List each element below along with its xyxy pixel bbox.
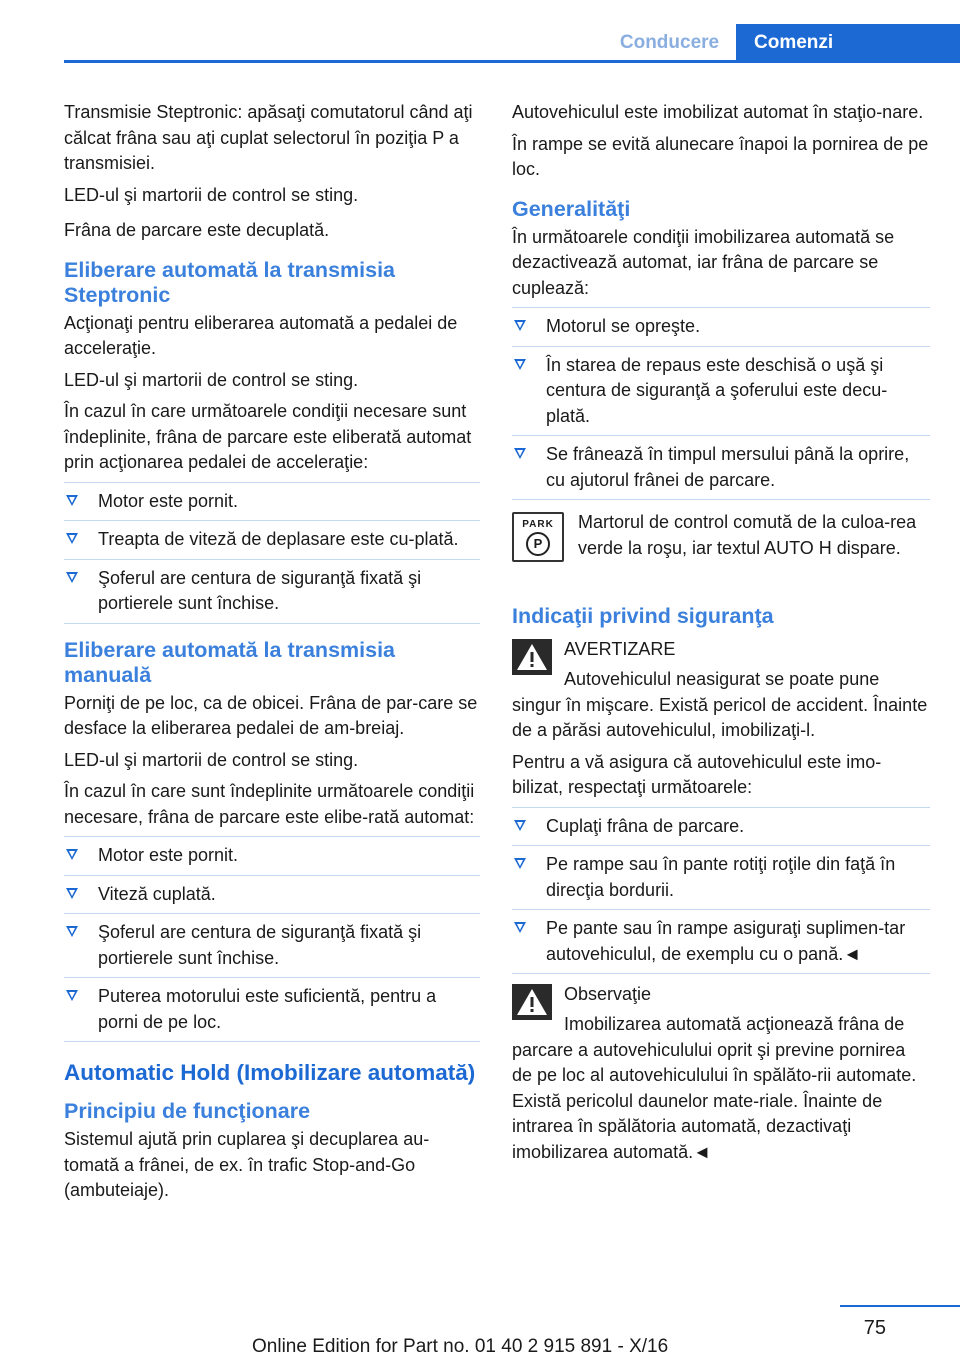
list-item: Motor este pornit.	[64, 837, 480, 876]
paragraph: În rampe se evită alunecare înapoi la pornirea de pe loc.	[512, 133, 929, 179]
heading-principle: Principiu de funcţionare	[64, 1099, 311, 1123]
bullet-triangle-icon	[514, 320, 526, 331]
paragraph: În următoarele condiţii imobilizarea automată se dezactivează automat, iar frâna de parcare se cuplează:	[512, 226, 895, 298]
page-number: 75	[863, 1317, 886, 1339]
bullet-triangle-icon	[66, 849, 78, 860]
condition-list	[64, 836, 480, 1042]
right-column	[512, 100, 930, 1171]
list-item: Motor este pornit.	[64, 483, 480, 522]
warning-triangle-icon	[512, 639, 552, 675]
bullet-triangle-icon	[514, 448, 526, 459]
park-indicator-note	[512, 510, 930, 590]
note-title: Observaţie	[564, 984, 652, 1004]
paragraph: Pentru a vă asigura că autovehiculul este imo-bilizat, respectaţi următoarele:	[512, 751, 882, 797]
list-item: Cuplaţi frâna de parcare.	[512, 808, 930, 847]
list-item: Motorul se opreşte.	[512, 308, 930, 347]
warning-block	[512, 637, 930, 744]
park-brake-icon: PARK P	[512, 512, 564, 562]
paragraph: În cazul în care sunt îndeplinite următoarele condiţii necesare, frâna de parcare este elibe-rată automat:	[64, 781, 475, 827]
list-item: Treapta de viteză de deplasare este cu-plată.	[64, 521, 480, 560]
list-item: Viteză cuplată.	[64, 876, 480, 915]
condition-list	[512, 307, 930, 500]
header-divider	[64, 60, 960, 63]
list-item: Pe pante sau în rampe asiguraţi suplimen-tar autovehiculul, de exemplu cu o pană.◄	[512, 910, 930, 974]
heading-steptronic-release: Eliberare automată la transmisia Steptronic	[64, 257, 396, 307]
note-block	[512, 982, 930, 1165]
note-triangle-icon	[512, 984, 552, 1020]
paragraph: Transmisie Steptronic: apăsaţi comutatorul când aţi călcat frâna sau aţi cuplat selectorul în poziţia P a transmisiei.	[64, 102, 473, 173]
condition-list	[512, 807, 930, 975]
heading-manual-release: Eliberare automată la transmisia manuală	[64, 637, 396, 687]
warning-text: Autovehiculul neasigurat se poate pune singur în mişcare. Există pericol de accident. Înainte de a părăsi autovehiculul, imobilizaţi-l.	[512, 669, 928, 740]
paragraph: Sistemul ajută prin cuplarea şi decuplarea au-tomată a frânei, de ex. în trafic Stop-and-Go (ambuteiaje).	[64, 1129, 430, 1200]
tab-section: Comenzi	[736, 24, 960, 62]
paragraph: Acţionaţi pentru eliberarea automată a pedalei de acceleraţie.	[64, 312, 458, 358]
list-item: Pe rampe sau în pante rotiţi roţile din faţă în direcţia bordurii.	[512, 846, 930, 910]
paragraph: Martorul de control comută de la culoa-rea verde la roşu, iar textul AUTO H dispare.	[578, 512, 917, 558]
paragraph: LED-ul şi martorii de control se sting.	[64, 749, 359, 770]
list-item: În starea de repaus este deschisă o uşă şi centura de siguranţă a şoferului este decu-plată.	[512, 347, 930, 437]
left-column	[64, 100, 480, 1210]
warning-title: AVERTIZARE	[564, 639, 676, 659]
paragraph: Porniţi de pe loc, ca de obicei. Frâna de par-care se desface la eliberarea pedalei de am-breiaj.	[64, 692, 478, 738]
list-item: Puterea motorului este suficientă, pentru a porni de pe loc.	[64, 978, 480, 1042]
heading-safety: Indicaţii privind siguranţa	[512, 604, 774, 628]
paragraph: Frâna de parcare este decuplată.	[64, 220, 330, 240]
list-item: Şoferul are centura de siguranţă fixată şi portierele sunt închise.	[64, 914, 480, 978]
paragraph: Autovehiculul este imobilizat automat în staţio-nare.	[512, 102, 924, 122]
condition-list	[64, 482, 480, 624]
bullet-triangle-icon	[66, 572, 78, 583]
page-header	[0, 0, 960, 62]
paragraph: LED-ul şi martorii de control se sting.	[64, 369, 359, 390]
paragraph: LED-ul şi martorii de control se sting.	[64, 184, 359, 205]
bullet-triangle-icon	[514, 858, 526, 869]
edition-footer: Online Edition for Part no. 01 40 2 915 891 - X/16	[252, 1336, 669, 1357]
list-item: Şoferul are centura de siguranţă fixată şi portierele sunt închise.	[64, 560, 480, 624]
bullet-triangle-icon	[514, 820, 526, 831]
bullet-triangle-icon	[514, 359, 526, 370]
bullet-triangle-icon	[66, 533, 78, 544]
note-text: Imobilizarea automată acţionează frâna de parcare a autovehiculului oprit şi previne pornirea de pe loc al autovehiculului în spălăto-rii automate. Există pericolul daunelor mate-riale. Înainte de intrarea în spălătoria automată, dezactivaţi imobilizarea automată.◄	[512, 1014, 917, 1162]
list-item: Se frânează în timpul mersului până la oprire, cu ajutorul frânei de parcare.	[512, 436, 930, 500]
bullet-triangle-icon	[66, 888, 78, 899]
bullet-triangle-icon	[66, 990, 78, 1001]
paragraph: În cazul în care următoarele condiţii necesare sunt îndeplinite, frâna de parcare este eliberată automat prin acţionarea pedalei de acceleraţie:	[64, 401, 472, 472]
footer-divider	[840, 1305, 960, 1307]
heading-automatic-hold: Automatic Hold (Imobilizare automată)	[64, 1060, 476, 1085]
bullet-triangle-icon	[66, 495, 78, 506]
heading-general: Generalităţi	[512, 196, 631, 221]
tab-chapter: Conducere	[619, 32, 720, 53]
bullet-triangle-icon	[514, 922, 526, 933]
bullet-triangle-icon	[66, 926, 78, 937]
